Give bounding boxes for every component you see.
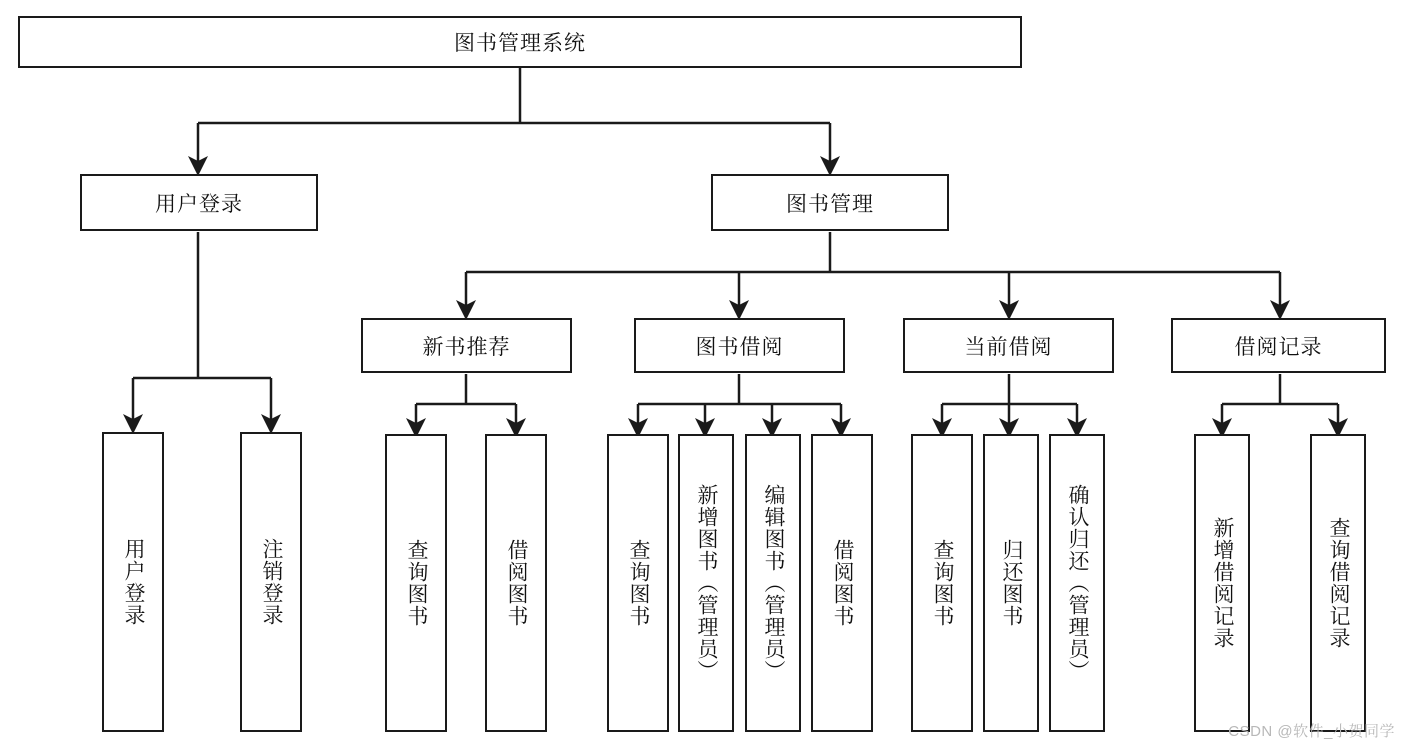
leaf-label: 查询图书: [627, 539, 651, 627]
node-new-book-recommend-label: 新书推荐: [422, 335, 511, 359]
node-current-borrow[interactable]: [903, 318, 1114, 373]
node-current-borrow-label: 当前借阅: [964, 335, 1053, 359]
leaf-new-book-query[interactable]: [385, 434, 447, 732]
node-borrow-records-label: 借阅记录: [1234, 335, 1323, 359]
leaf-label: 编辑图书（管理员）: [762, 484, 786, 682]
leaf-current-return[interactable]: [983, 434, 1039, 732]
leaf-records-add[interactable]: [1194, 434, 1250, 732]
leaf-borrow-edit-book[interactable]: [745, 434, 801, 732]
node-borrow-records[interactable]: [1171, 318, 1386, 373]
node-root[interactable]: [18, 16, 1022, 68]
leaf-current-confirm-return[interactable]: [1049, 434, 1105, 732]
leaf-label: 新增图书（管理员）: [695, 484, 719, 682]
leaf-label: 查询图书: [405, 539, 429, 627]
node-book-borrow[interactable]: [634, 318, 845, 373]
node-book-management[interactable]: [711, 174, 949, 231]
watermark: CSDN @软件_小贺同学: [1228, 723, 1395, 740]
leaf-label: 归还图书: [1000, 539, 1024, 627]
leaf-user-login-logout[interactable]: [240, 432, 302, 732]
leaf-borrow-query[interactable]: [607, 434, 669, 732]
leaf-label: 查询借阅记录: [1327, 517, 1351, 649]
node-book-management-label: 图书管理: [786, 192, 874, 216]
leaf-label: 用户登录: [122, 538, 146, 626]
node-book-borrow-label: 图书借阅: [695, 335, 784, 359]
node-new-book-recommend[interactable]: [361, 318, 572, 373]
node-user-login[interactable]: [80, 174, 318, 231]
leaf-label: 借阅图书: [505, 539, 529, 627]
leaf-borrow-add-book[interactable]: [678, 434, 734, 732]
leaf-user-login-login[interactable]: [102, 432, 164, 732]
leaf-records-query[interactable]: [1310, 434, 1366, 732]
node-root-label: 图书管理系统: [454, 32, 586, 55]
leaf-new-book-borrow[interactable]: [485, 434, 547, 732]
leaf-label: 注销登录: [260, 538, 284, 626]
leaf-borrow-borrow-book[interactable]: [811, 434, 873, 732]
leaf-label: 确认归还（管理员）: [1066, 484, 1090, 682]
leaf-label: 借阅图书: [831, 539, 855, 627]
node-user-login-label: 用户登录: [155, 192, 243, 216]
leaf-current-query[interactable]: [911, 434, 973, 732]
leaf-label: 新增借阅记录: [1211, 517, 1235, 649]
leaf-label: 查询图书: [931, 539, 955, 627]
